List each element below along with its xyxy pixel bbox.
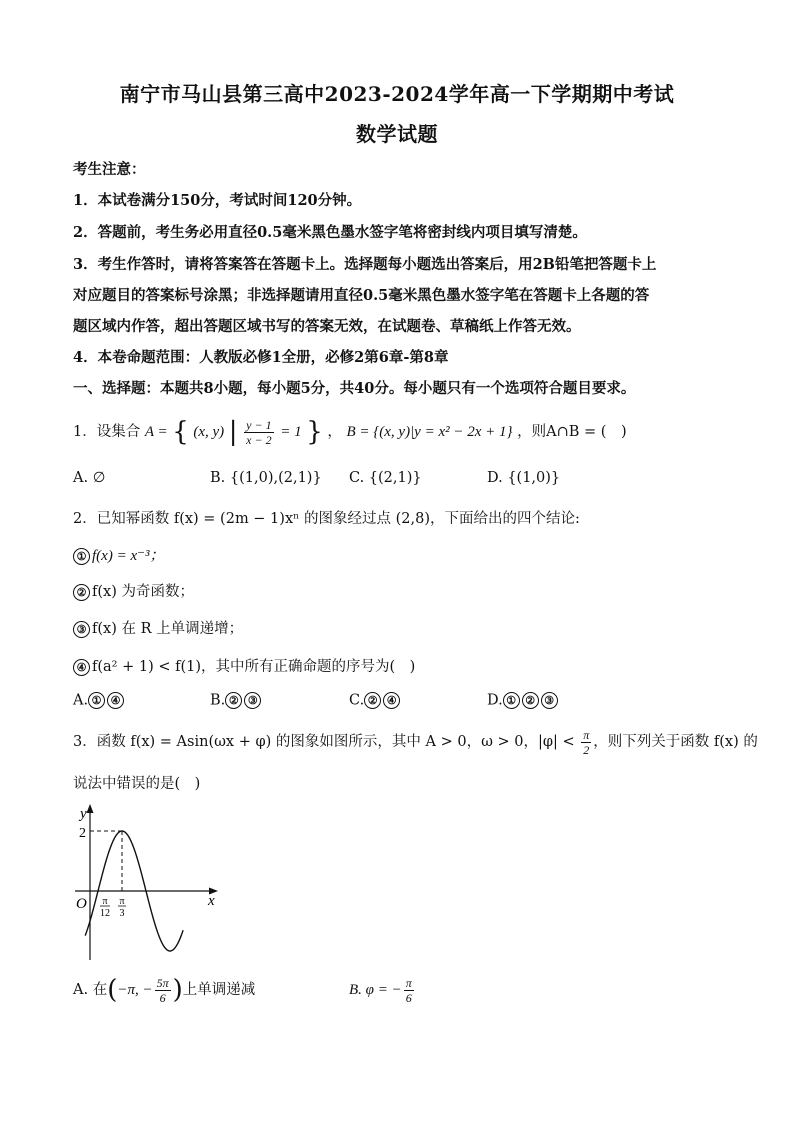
notice-item-3: 3．考生作答时，请将答案答在答题卡上。选择题每小题选出答案后，用2B铅笔把答题卡上	[73, 256, 657, 273]
q2-option-d-mark2: ②	[522, 692, 539, 709]
x-axis-label: x	[208, 893, 215, 909]
q2-option-c-mark1: ②	[364, 692, 381, 709]
q1-option-d: D. {(1,0)}	[487, 470, 561, 486]
notice-item-3-cont2: 题区域内作答，超出答题区域书写的答案无效，在试题卷、草稿纸上作答无效。	[73, 318, 581, 335]
x-tick-pi3-num: π	[119, 896, 125, 907]
q2-option-d	[487, 692, 560, 709]
q1-frac-den: x − 2	[246, 432, 272, 447]
y-tick-2: 2	[79, 826, 86, 841]
q3-optB-num: π	[405, 975, 412, 990]
q3-sine-graph	[70, 800, 230, 965]
x-tick-pi12-num: π	[102, 896, 108, 907]
q2-mark-3: ③	[73, 621, 90, 638]
q1-right-brace: }	[306, 417, 323, 447]
q2-option-b-mark1: ②	[225, 692, 242, 709]
q2-option-b	[210, 692, 263, 709]
q1-bar: |	[228, 417, 238, 447]
q1-prefix: 1．设集合	[73, 424, 141, 440]
question-1-stem	[73, 412, 627, 452]
q3-optB-prefix: B. φ = −	[349, 982, 402, 998]
q3-optB-den: 6	[405, 990, 412, 1005]
q2-option-c	[349, 692, 402, 709]
q2-s3-text: f(x) 在 R 上单调递增；	[92, 621, 244, 637]
q3-optA-suffix: 上单调递减	[182, 982, 256, 998]
page-title: 南宁市马山县第三高中2023-2024学年高一下学期期中考试	[119, 82, 675, 106]
q1-option-c: C. {(2,1)}	[349, 470, 422, 486]
q1-tail: ，则A∩B = ( )	[517, 424, 627, 440]
q3-optA-den: 6	[159, 990, 166, 1005]
q3-optA-rparen: )	[172, 975, 183, 1005]
x-tick-pi3-den: 3	[119, 908, 125, 919]
notice-heading: 考生注意：	[73, 161, 146, 178]
q2-option-a-label: A.	[73, 692, 89, 709]
q3-stem-line2: 说法中错误的是( )	[73, 776, 201, 792]
x-tick-pi12-den: 12	[100, 908, 110, 919]
q2-mark-2: ②	[73, 584, 90, 601]
q3-optA-lparen: (	[107, 975, 118, 1005]
q2-option-a	[73, 692, 126, 709]
q3-pi-over-2	[581, 728, 591, 757]
notice-item-4: 4．本卷命题范围：人教版必修1全册，必修2第6章-第8章	[73, 349, 449, 366]
origin-label: O	[76, 896, 87, 912]
q3-optB-frac	[404, 976, 414, 1005]
q2-option-c-label: C.	[349, 692, 365, 709]
y-axis-label: y	[80, 806, 87, 822]
q3-pi-num: π	[583, 727, 590, 742]
q1-option-b: B. {(1,0),(2,1)}	[210, 470, 322, 486]
q2-option-b-mark2: ③	[244, 692, 261, 709]
q3-optA-num: 5π	[156, 975, 169, 990]
q1-setA-rhs: = 1	[280, 424, 302, 440]
y-axis-arrow-icon	[87, 804, 94, 813]
question-3-stem	[73, 722, 758, 762]
q3-pi-den: 2	[583, 742, 590, 757]
q2-statement-1	[73, 544, 165, 565]
q2-s4-text: f(a² + 1) < f(1)，其中所有正确命题的序号为( )	[92, 659, 416, 675]
notice-item-3-cont1: 对应题目的答案标号涂黑；非选择题请用直径0.5毫米黑色墨水签字笔在答题卡上各题的答	[73, 287, 650, 304]
q1-option-a: A. ∅	[73, 470, 106, 486]
q2-option-a-mark2: ④	[107, 692, 124, 709]
q2-option-a-mark1: ①	[88, 692, 105, 709]
q2-mark-1: ①	[73, 548, 90, 565]
section-heading: 一、选择题：本题共8小题，每小题5分，共40分。每小题只有一个选项符合题目要求。	[73, 380, 636, 397]
q2-option-d-mark3: ③	[541, 692, 558, 709]
q3-optA-prefix: A. 在	[73, 982, 108, 998]
notice-item-2: 2．答题前，考生务必用直径0.5毫米黑色墨水签字笔将密封线内项目填写清楚。	[73, 224, 587, 241]
q3-optA-interval: −π, −	[117, 982, 153, 998]
q1-setA-lhs: A =	[144, 424, 168, 440]
q3-stem-a: 3．函数 f(x) = Asin(ωx + φ) 的图象如图所示，其中 A > 0，ω > 0，|φ| <	[73, 734, 575, 750]
q2-s2-text: f(x) 为奇函数；	[92, 584, 194, 600]
q2-option-b-label: B.	[210, 692, 226, 709]
q2-statement-3	[73, 617, 243, 638]
question-2-stem: 2．已知幂函数 f(x) = (2m − 1)xⁿ 的图象经过点 (2,8)，下面给出的四个结论:	[73, 511, 580, 527]
q2-option-c-mark2: ④	[383, 692, 400, 709]
q1-comma: ，	[327, 424, 342, 440]
q1-setA-elem: (x, y)	[193, 424, 225, 440]
q2-statement-4	[73, 655, 415, 676]
q3-option-b	[349, 968, 416, 1012]
q3-option-a	[73, 968, 255, 1012]
notice-item-1: 1．本试卷满分150分，考试时间120分钟。	[73, 192, 362, 209]
q2-statement-2	[73, 580, 194, 601]
q3-optA-frac	[155, 976, 171, 1005]
page-subtitle: 数学试题	[356, 122, 438, 146]
q1-left-brace: {	[172, 417, 189, 447]
q1-fraction	[244, 418, 273, 447]
q2-mark-4: ④	[73, 659, 90, 676]
q2-option-d-label: D.	[487, 692, 503, 709]
q2-s1-text: f(x) = x⁻³；	[92, 548, 165, 564]
q3-stem-b: ，则下列关于函数 f(x) 的	[593, 734, 758, 750]
q2-option-d-mark1: ①	[503, 692, 520, 709]
q1-frac-num: y − 1	[246, 417, 272, 432]
q1-setB: B = {(x, y)|y = x² − 2x + 1}	[346, 424, 513, 440]
